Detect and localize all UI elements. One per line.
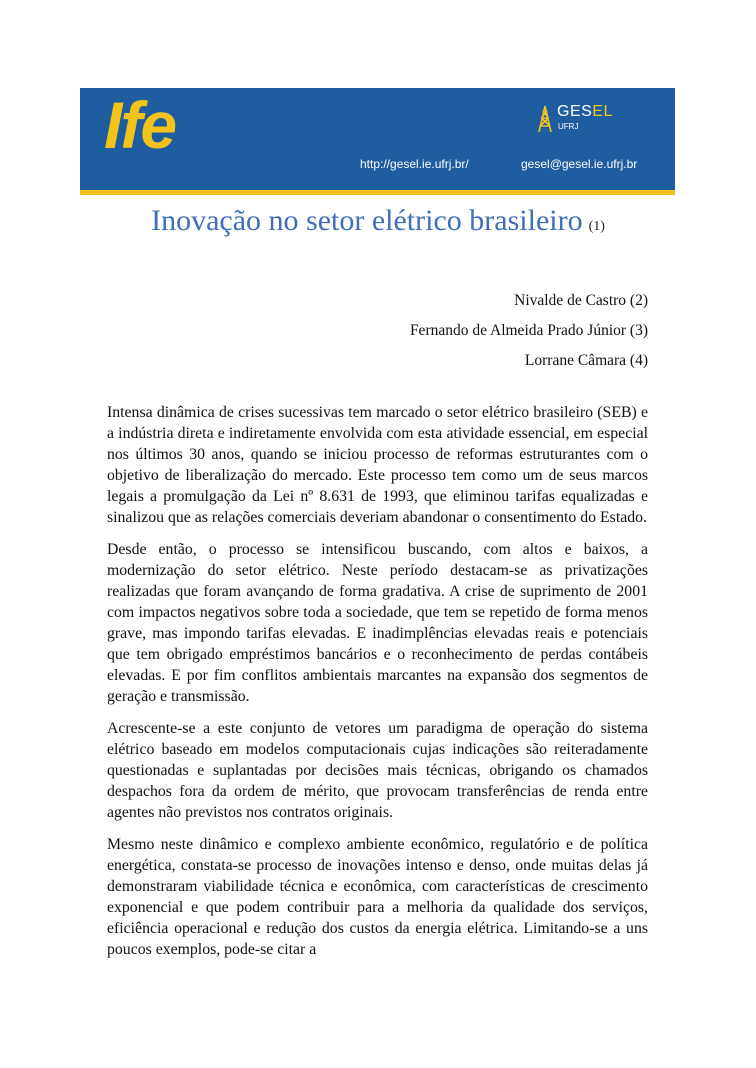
gesel-logo xyxy=(535,102,635,138)
author-line: Nivalde de Castro (2) xyxy=(514,292,648,309)
paragraph: Desde então, o processo se intensificou buscando, com altos e baixos, a modernização do setor elétrico. Neste período destacam-se as privatizações realizadas que foram avançando de forma gradativa. A crise de suprimento de 2001 com impactos negativos sobre toda a sociedade, que tem se repetido de forma menos grave, mas impondo tarifas elevadas. E inadimplências elevadas reais e potenciais que tem obrigado empréstimos bancários e o reconhecimento de perdas contábeis elevadas. E por fim conflitos ambientais marcantes na expansão dos segmentos de geração e transmissão. xyxy=(107,541,648,705)
author-line: Fernando de Almeida Prado Júnior (3) xyxy=(409,322,648,339)
contact-email[interactable]: gesel@gesel.ie.ufrj.br xyxy=(521,157,638,171)
gesel-subtitle: UFRJ xyxy=(558,122,579,131)
title-text: Inovação no setor elétrico brasileiro xyxy=(151,204,583,237)
gesel-name: GESEL xyxy=(557,103,613,120)
paragraph: Acrescente-se a este conjunto de vetores um paradigma de operação do sistema elétrico baseado em modelos computacionais cujas indicações são reiteradamente questionadas e suplantadas por decisões mais técnicas, obrigando os chamados despachos fora da ordem de mérito, que provocam transferências de renda entre agentes não previstos nos contratos originais. xyxy=(107,720,648,821)
ife-logo: Ife xyxy=(104,88,176,162)
title-footnote-ref: (1) xyxy=(588,219,605,234)
banner-divider xyxy=(80,190,675,195)
article-title xyxy=(0,203,756,239)
website-url[interactable]: http://gesel.ie.ufrj.br/ xyxy=(360,157,469,171)
paragraph: Intensa dinâmica de crises sucessivas tem marcado o setor elétrico brasileiro (SEB) e a indústria direta e indiretamente envolvida com esta atividade essencial, em especial nos últimos 30 anos, quando se iniciou processo de reformas estruturantes com o objetivo de liberalização do mercado. Este processo tem como um de seus marcos legais a promulgação da Lei nº 8.631 de 1993, que eliminou tarifas equalizadas e sinalizou que as relações comerciais deveriam abandonar o consentimento do Estado. xyxy=(107,404,648,526)
article-body xyxy=(107,402,648,971)
paragraph: Mesmo neste dinâmico e complexo ambiente econômico, regulatório e de política energética, constata-se processo de inovações intenso e denso, onde muitas delas já demonstraram viabilidade técnica e econômica, com características de crescimento exponencial e que podem contribuir para a melhoria da qualidade dos serviços, eficiência operacional e redução dos custos da energia elétrica. Limitando-se a uns poucos exemplos, pode-se citar a xyxy=(107,836,648,958)
author-line: Lorrane Câmara (4) xyxy=(524,352,648,369)
transmission-tower-icon xyxy=(535,104,555,134)
author-list xyxy=(300,286,648,376)
